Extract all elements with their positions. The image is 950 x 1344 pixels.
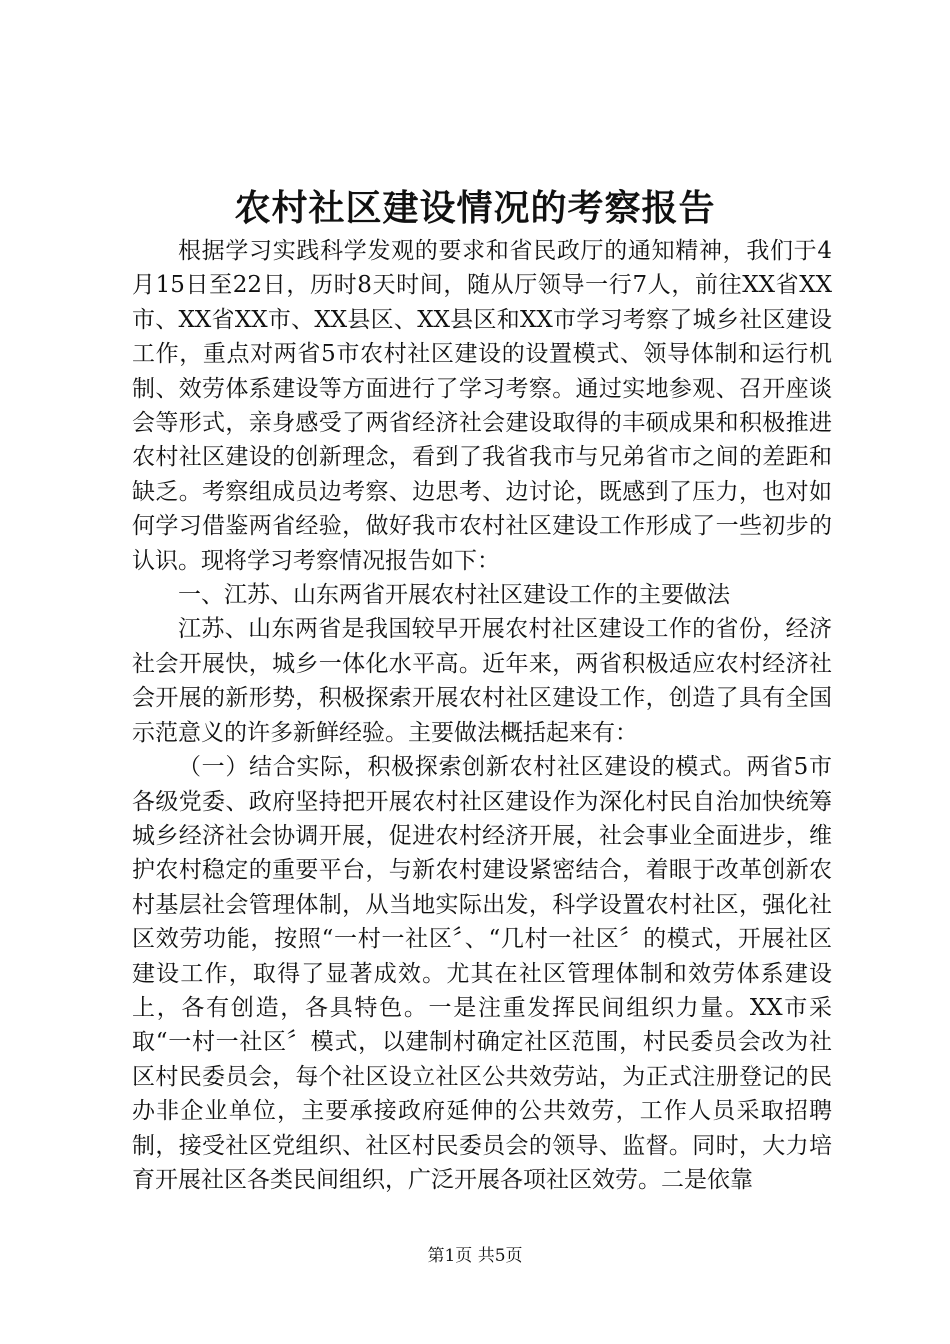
section-heading-1: 一、江苏、山东两省开展农村社区建设工作的主要做法	[178, 582, 730, 609]
paragraph-section-1-intro: 江苏、山东两省是我国较早开展农村社区建设工作的省份，经济社会开展快，城乡一体化水平高。近年来，两省积极适应农村经济社会开展的新形势，积极探索开展农村社区建设工作，创造了具有全国示范意义的许多新鲜经验。主要做法概括起来有：	[132, 616, 832, 746]
document-body	[132, 234, 832, 1197]
paragraph-subsection-1: （一）结合实际，积极探索创新农村社区建设的模式。两省5市各级党委、政府坚持把开展农村社区建设作为深化村民自治加快统筹城乡经济社会协调开展，促进农村经济开展，社会事业全面进步，维护农村稳定的重要平台，与新农村建设紧密结合，着眼于改革创新农村基层社会管理体制，从当地实际出发，科学设置农村社区，强化社区效劳功能，按照“一村一社区〞、“几村一社区〞的模式，开展社区建设工作，取得了显著成效。尤其在社区管理体制和效劳体系建设上，各有创造，各具特色。一是注重发挥民间组织力量。XX市采取“一村一社区〞模式，以建制村确定社区范围，村民委员会改为社区村民委员会，每个社区设立社区公共效劳站，为正式注册登记的民办非企业单位，主要承接政府延伸的公共效劳，工作人员采取招聘制，接受社区党组织、社区村民委员会的领导、监督。同时，大力培育开展社区各类民间组织，广泛开展各项社区效劳。二是依靠	[132, 754, 832, 1193]
document-title: 农村社区建设情况的考察报告	[234, 187, 716, 229]
paragraph-intro: 根据学习实践科学发观的要求和省民政厅的通知精神，我们于4月15日至22日，历时8天时间，随从厅领导一行7人，前往XX省XX市、XX省XX市、XX县区、XX县区和XX市学习考察了城乡社区建设工作，重点对两省5市农村社区建设的设置模式、领导体制和运行机制、效劳体系建设等方面进行了学习考察。通过实地参观、召开座谈会等形式，亲身感受了两省经济社会建设取得的丰硕成果和积极推进农村社区建设的创新理念，看到了我省我市与兄弟省市之间的差距和缺乏。考察组成员边考察、边思考、边讨论，既感到了压力，也对如何学习借鉴两省经验，做好我市农村社区建设工作形成了一些初步的认识。现将学习考察情况报告如下：	[132, 238, 832, 574]
page-number-footer: 第1页 共5页	[427, 1246, 523, 1266]
